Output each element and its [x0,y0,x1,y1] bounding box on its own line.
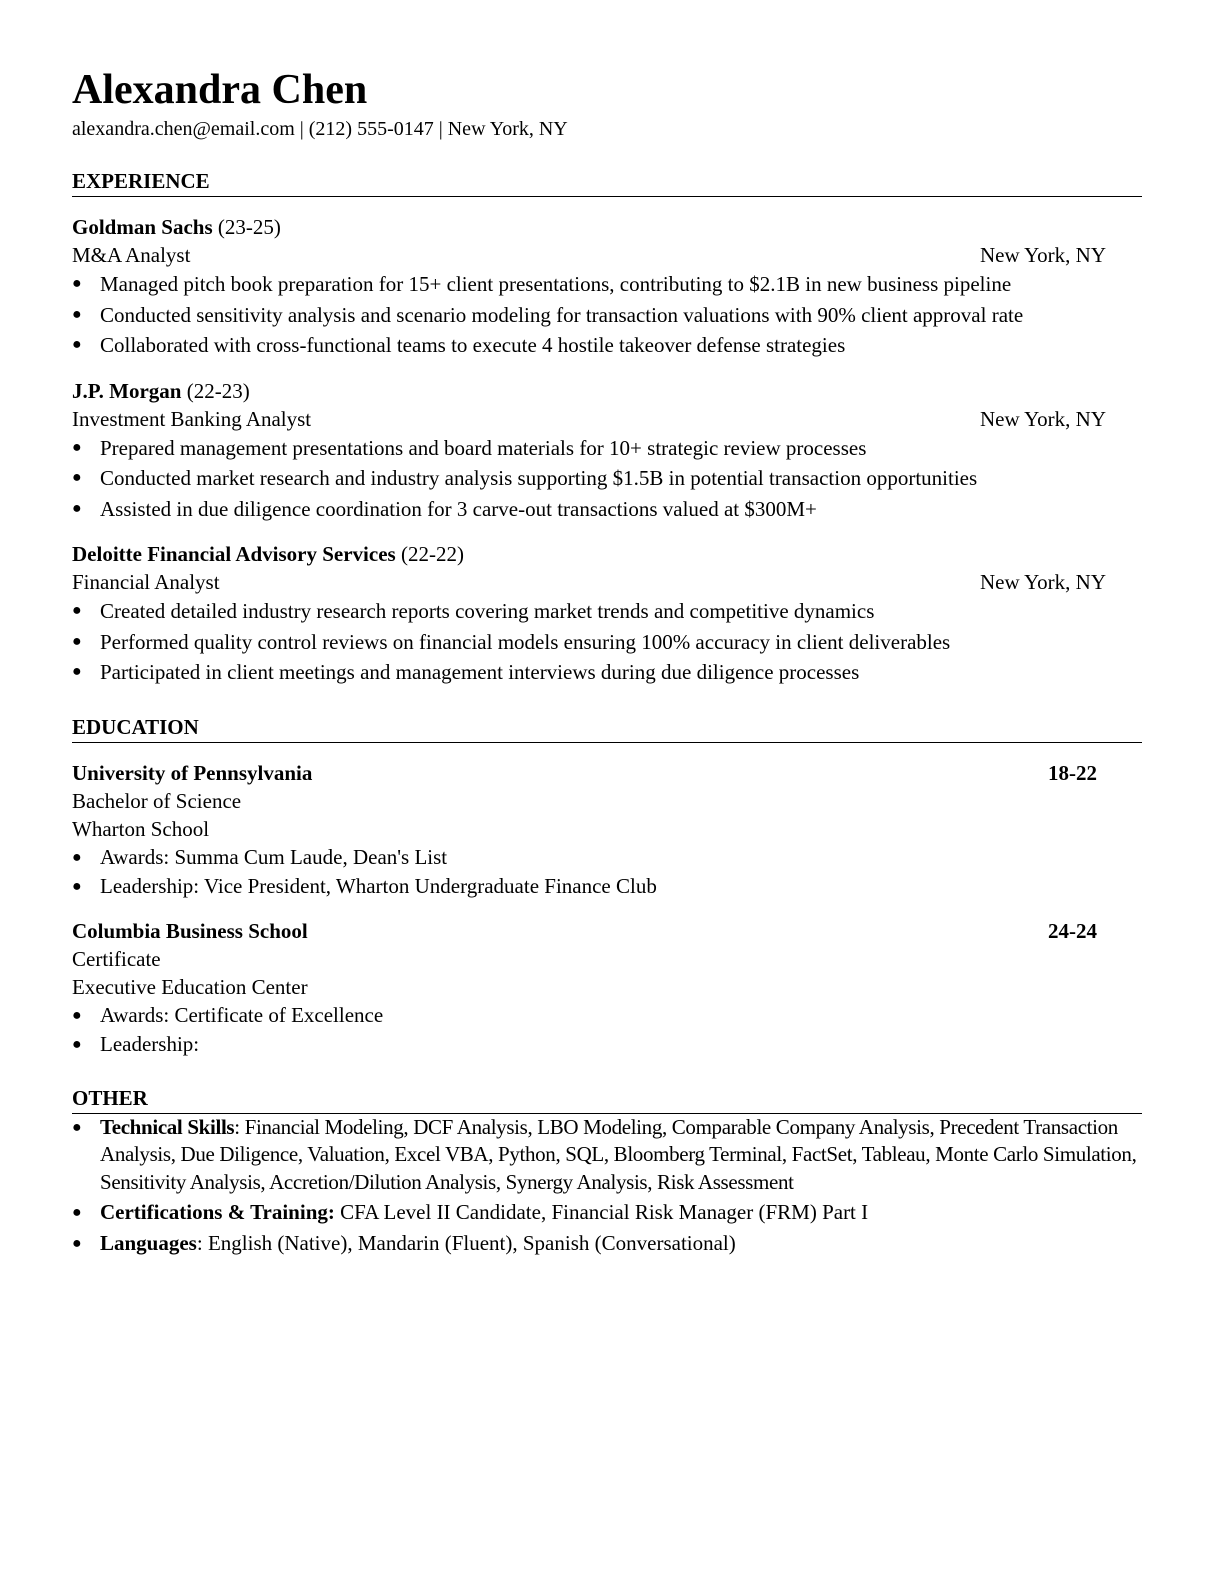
contact-line: alexandra.chen@email.com | (212) 555-0147 | New York, NY [72,118,568,140]
bullet-icon: ● [72,602,82,619]
job-company: Deloitte Financial Advisory Services [72,542,396,566]
experience-heading: EXPERIENCE [72,168,1142,197]
languages-item: ● Languages: English (Native), Mandarin (Fluent), Spanish (Conversational) [72,1230,1142,1258]
bullet-text: Conducted sensitivity analysis and scenario modeling for transaction valuations with 90% client approval rate [100,302,1024,327]
bullet-icon: ● [72,1035,82,1053]
certifications-item [72,1199,1142,1227]
job-dates: (23-25) [212,215,281,239]
job-company: Goldman Sachs [72,215,213,239]
school-entry [72,759,1142,901]
school-header [72,917,1097,945]
skills-text: Financial Modeling, DCF Analysis, LBO Modeling, Comparable Company Analysis, Precedent Transaction Analysis, Due Diligence, Valuation, Excel VBA, Python, SQL, Bloomberg Terminal, FactSet, Tableau, Monte Carlo Simulation, Sensitivity Analysis, Accretion/Dilution Analysis, Synergy Analysis, Risk Assessment [100,1114,1137,1194]
bullet-icon: ● [72,663,82,680]
bullet-item [72,269,1142,300]
education-heading: EDUCATION [72,714,1142,743]
bullet-icon: ● [72,336,82,353]
job-title-row [72,568,1106,596]
job-title-row [72,405,1106,433]
bullet-icon: ● [72,1204,82,1221]
job-title: M&A Analyst [72,243,191,267]
school-bullets [72,843,1142,901]
job-location: New York, NY [979,243,1106,267]
certifications-text: CFA Level II Candidate, Financial Risk Manager (FRM) Part I [340,1200,869,1224]
bullet-item [72,872,1142,901]
bullet-icon: ● [72,848,82,866]
bullet-item [72,1001,1142,1030]
job-title: Investment Banking Analyst [72,406,312,431]
job-bullets [72,269,1142,361]
bullet-icon: ● [72,1118,82,1136]
skills-item: ● Technical Skills: Financial Modeling, DCF Analysis, LBO Modeling, Comparable Company Analysis, Precedent Transaction Analysis, Due Diligence, Valuation, Excel VBA, Python, SQL, Bloomberg Terminal, FactSet, Tableau, Monte Carlo Simulation, Sensitivity Analysis, Accretion/Dilution Analysis, Synergy Analysis, Risk Assessment [72,1114,1137,1194]
skills-label: Technical Skills [100,1114,235,1139]
school-college: Wharton School [72,816,210,841]
school-degree: Certificate [72,946,161,971]
bullet-item [72,627,1142,658]
candidate-name: Alexandra Chen [72,67,368,113]
bullet-item [72,1030,1142,1059]
bullet-item [72,657,1142,688]
job-dates: (22-23) [181,378,250,403]
school-name: University of Pennsylvania [72,760,313,785]
job-company: J.P. Morgan [72,378,182,403]
school-awards: Awards: Summa Cum Laude, Dean's List [100,844,448,869]
bullet-text: Conducted market research and industry analysis supporting $1.5B in potential transaction opportunities [100,466,978,490]
school-dates: 24-24 [1048,918,1097,943]
other-bullets [72,1114,1142,1258]
bullet-icon: ● [72,1234,82,1252]
bullet-icon: ● [72,877,82,895]
bullet-icon: ● [72,1006,82,1024]
job-entry [72,377,1142,525]
bullet-text: Participated in client meetings and management interviews during due diligence processes [100,660,860,684]
bullet-icon: ● [72,438,82,456]
school-bullets [72,1001,1142,1059]
bullet-item [72,433,1142,464]
job-bullets [72,433,1142,525]
school-header [72,759,1097,787]
school-entry [72,917,1142,1059]
languages-label: Languages [100,1230,197,1255]
school-degree: Bachelor of Science [72,788,242,813]
job-dates: (22-22) [395,542,464,566]
bullet-icon: ● [72,632,82,650]
bullet-icon: ● [72,469,82,486]
job-header [72,377,1106,405]
job-title: Financial Analyst [72,570,220,594]
school-awards: Awards: Certificate of Excellence [100,1002,384,1027]
job-title-row [72,241,1106,269]
school-name: Columbia Business School [72,918,308,943]
job-entry [72,540,1142,688]
bullet-item [72,596,1142,627]
bullet-text: Created detailed industry research reports covering market trends and competitive dynamics [100,599,875,623]
school-leadership: Leadership: [100,1031,200,1056]
school-leadership: Leadership: Vice President, Wharton Undergraduate Finance Club [100,873,657,898]
bullet-text: Prepared management presentations and board materials for 10+ strategic review processes [100,435,867,460]
bullet-icon: ● [72,499,82,517]
resume-page [72,66,1142,1257]
bullet-text: Performed quality control reviews on financial models ensuring 100% accuracy in client deliverables [100,629,951,654]
job-location: New York, NY [979,570,1106,594]
bullet-item [72,300,1142,331]
bullet-item [72,330,1142,361]
bullet-item [72,843,1142,872]
school-college: Executive Education Center [72,974,308,999]
job-header [72,213,1106,241]
certifications-label: Certifications & Training: [100,1200,335,1224]
job-entry [72,213,1142,361]
job-header [72,540,1106,568]
bullet-icon: ● [72,305,82,323]
bullet-text: Assisted in due diligence coordination for 3 carve-out transactions valued at $300M+ [100,496,817,521]
job-location: New York, NY [979,406,1106,431]
bullet-item [72,494,1142,525]
languages-text: English (Native), Mandarin (Fluent), Spanish (Conversational) [207,1230,736,1255]
bullet-item [72,463,1142,494]
job-bullets [72,596,1142,688]
bullet-text: Collaborated with cross-functional teams to execute 4 hostile takeover defense strategies [100,333,846,357]
school-dates: 18-22 [1048,760,1097,785]
bullet-icon: ● [72,275,82,292]
other-heading: OTHER [72,1085,1142,1114]
bullet-text: Managed pitch book preparation for 15+ client presentations, contributing to $2.1B in new business pipeline [100,272,1012,296]
